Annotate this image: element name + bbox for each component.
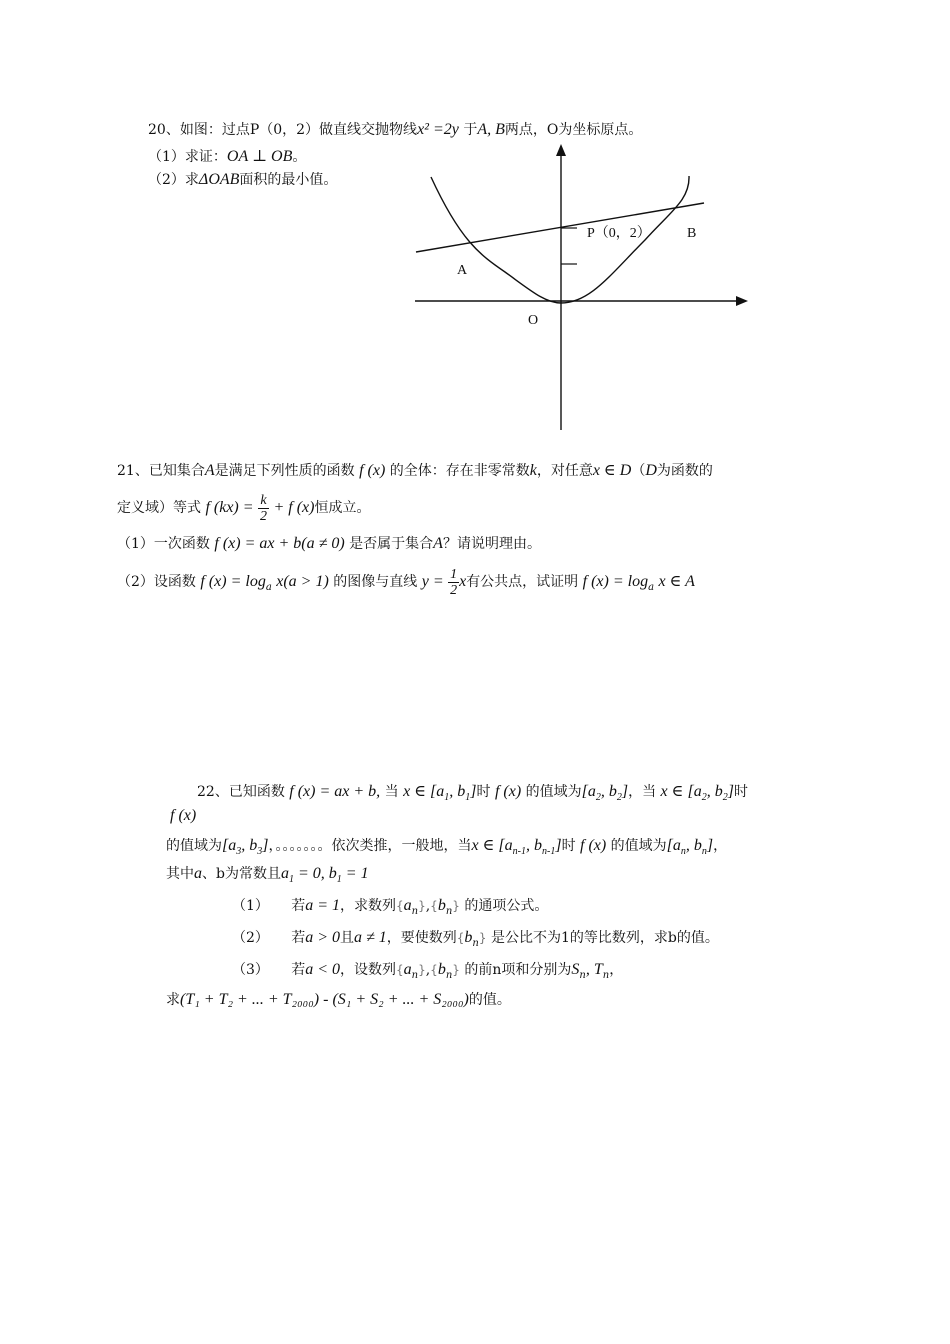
q22-part: x ∈ [a	[403, 783, 445, 800]
q22-part: = 1	[345, 865, 369, 882]
q22-part: ]	[727, 783, 734, 800]
q22-text: 时	[476, 784, 491, 800]
q22-text: 时	[561, 838, 576, 854]
q22-part: ]	[555, 837, 562, 854]
q22-text: ，要使数列	[386, 930, 457, 946]
q21-text: 的图像与直线	[333, 574, 418, 590]
q21-log-base: a	[648, 581, 655, 593]
q22-range-n	[666, 837, 714, 858]
q21-p2-frac-den: 2	[450, 582, 458, 598]
q21-text: （2）设函数	[117, 574, 196, 590]
q22-part: ]	[621, 783, 629, 800]
q21-text: 是否属于集合	[349, 536, 434, 552]
q22-part3-question	[166, 990, 511, 1010]
q21-p2-x: x	[459, 573, 467, 590]
q21-p2-expr4: x ∈ A	[658, 573, 695, 590]
q21-text: 恒成立。	[314, 500, 371, 516]
q22-text: ，。。。。。。。依次类推，一般地，当	[268, 838, 472, 854]
q22-part-number: （1）	[232, 898, 269, 914]
q22-sub: n	[579, 969, 586, 981]
q22-sub: 2	[722, 792, 728, 804]
q22-text: 若	[291, 930, 306, 946]
label-A: A	[457, 263, 468, 278]
q22-part: , b	[449, 783, 466, 800]
q22-part: , b	[525, 837, 542, 854]
q22-fx: f (x)	[580, 837, 607, 854]
q22-part: [a	[666, 837, 681, 854]
q22-text: 的值。	[468, 992, 511, 1008]
q21-p1-expr: f (x) = ax + b(a ≠ 0)	[214, 535, 345, 552]
q22-text: 的值域为	[525, 784, 582, 800]
q20-part1-expr: OA ⊥ OB	[226, 148, 293, 165]
q21-p2-y: y =	[421, 573, 444, 590]
q22-range-3	[222, 837, 269, 858]
left-brace-icon: {	[395, 899, 404, 913]
q20-prefix: 20、如图：过点P（0，2）做直线交抛物线	[148, 122, 418, 138]
q22-p2-cond1: a > 0	[305, 929, 340, 946]
q22-part: , b	[706, 783, 723, 800]
label-P: P（0，2）	[587, 226, 651, 241]
q21-text: ？请说明理由。	[442, 536, 541, 552]
q22-sub: n-1	[541, 846, 556, 858]
q21-var-A: A	[433, 535, 443, 552]
q22-text: 的前n项和分别为	[464, 962, 572, 978]
q22-part2	[232, 928, 719, 954]
q22-sub: 1	[336, 874, 342, 886]
q21-text: ，对任意	[536, 463, 593, 479]
q22-text: 的值域为	[166, 838, 222, 854]
q22-part: , b	[685, 837, 702, 854]
q21-var-k: k	[529, 462, 537, 479]
q22-p2-cond2: a ≠ 1	[353, 929, 387, 946]
q20-part2-end: 面积的最小值。	[239, 172, 338, 188]
q22-interval-n	[471, 837, 562, 858]
q21-text: 21、已知集合	[117, 463, 205, 479]
q22-part-number: （3）	[232, 962, 269, 978]
q22-text: 当	[384, 784, 399, 800]
q22-text: 时	[733, 784, 748, 800]
q22-text: 的通项公式。	[464, 898, 549, 914]
q21-part1	[117, 534, 541, 554]
q22-initial-values	[280, 865, 369, 886]
q22-line3	[166, 836, 727, 862]
q22-range-1	[581, 783, 629, 804]
q22-sub: 2	[701, 792, 707, 804]
q21-text: 为函数的	[656, 463, 713, 479]
label-O: O	[528, 313, 539, 328]
q22-text: 若	[291, 962, 306, 978]
left-brace-icon: {	[456, 931, 465, 945]
q21-var-A: A	[204, 462, 215, 479]
left-brace-icon: {	[395, 963, 404, 977]
q22-part: = 0, b	[297, 865, 337, 882]
q20-part1-label: （1）求证：	[148, 149, 227, 165]
q22-text: ，设数列	[339, 962, 396, 978]
q20-suffix: 两点，O为坐标原点。	[504, 122, 643, 138]
q21-p2-expr2: x(a > 1)	[276, 573, 329, 590]
q22-text: 求	[166, 992, 180, 1008]
left-brace-icon: {	[430, 963, 438, 977]
q21-line2	[117, 488, 370, 528]
q21-xD: x ∈ D	[592, 462, 632, 479]
q22-interval-2	[660, 783, 734, 804]
q22-part3: （3） 若a < 0，设数列$\{a_n\},\{b_n\}$ 的前n项和分别为$S_n$, $T_n$，	[232, 961, 624, 981]
q22-part: ]	[262, 837, 269, 854]
q22-fx: f (x)	[170, 807, 197, 824]
q22-p3-cond: a < 0	[305, 961, 340, 978]
q21-eq-lhs: f (kx) =	[205, 499, 254, 516]
q20-points: A, B	[477, 121, 505, 138]
q22-sub: n	[680, 846, 686, 858]
q22-var-a: a	[194, 865, 202, 882]
q22-line4	[166, 864, 369, 890]
q21-text: 定义域）等式	[117, 500, 201, 516]
q22-sum-T: , T	[585, 961, 603, 978]
q22-sub: n	[602, 969, 610, 981]
q22-part1: （1） 若a = 1，求数列$\{a_n\},\{b_n\}$ 的通项公式。	[232, 897, 549, 917]
q22-part: , b	[241, 837, 258, 854]
q21-part2	[117, 562, 695, 608]
q22-text: 的值域为	[610, 838, 667, 854]
q21-line1	[117, 461, 713, 481]
q22-sum-expression: (T₁ + T₂ + ... + T₂₀₀₀) - (S₁ + S₂ + ... + S₂₀₀₀)	[180, 991, 469, 1008]
q20-part1-end: 。	[292, 149, 307, 165]
q22-text: 是公比不为1的等比数列，求b的值。	[490, 930, 719, 946]
q21-fx: f (x)	[359, 462, 386, 479]
q21-var-D: D	[645, 462, 657, 479]
q22-part-number: （2）	[232, 930, 269, 946]
q21-text: 有公共点，试证明	[466, 574, 579, 590]
q22-seq-b: b	[464, 929, 473, 946]
q22-text: 若	[291, 898, 306, 914]
q22-line1	[197, 782, 748, 808]
label-B: B	[687, 226, 697, 241]
q22-seq-a: a	[403, 961, 412, 978]
right-brace-icon: }	[418, 899, 426, 913]
q22-sub: n-1	[512, 846, 526, 858]
q22-seq-b: b	[437, 961, 446, 978]
q21-text: 是满足下列性质的函数	[214, 463, 355, 479]
q22-part: [a	[222, 837, 237, 854]
q22-line2	[170, 806, 196, 826]
q22-interval-1	[403, 783, 477, 804]
q22-part: [a	[581, 783, 596, 800]
q22-part: ]	[470, 783, 477, 800]
q22-part: ]	[706, 837, 714, 854]
q22-sub: 2	[616, 792, 622, 804]
q22-sub: 2	[595, 792, 601, 804]
right-brace-icon: }	[452, 963, 460, 977]
right-brace-icon: }	[478, 931, 487, 945]
right-brace-icon: }	[418, 963, 426, 977]
q22-part: a	[280, 865, 289, 882]
q21-p2-expr: f (x) = log	[200, 573, 266, 590]
q22-f: f (x) = ax + b,	[289, 783, 381, 800]
q20-part2-expr: ΔOAB	[198, 171, 240, 188]
q22-text: 、b为常数且	[202, 866, 281, 882]
q22-seq-b: b	[437, 897, 446, 914]
right-brace-icon: }	[452, 899, 460, 913]
q21-log-base: a	[265, 581, 272, 593]
q22-text: 22、已知函数	[197, 784, 285, 800]
q21-p2-fraction	[448, 567, 459, 598]
q21-frac-den: 2	[260, 508, 268, 524]
q22-sub: 3	[257, 846, 263, 858]
q21-text: （1）一次函数	[117, 536, 210, 552]
q22-text: ，	[609, 962, 624, 978]
q20-figure	[0, 0, 950, 440]
q22-sub: 3	[236, 846, 242, 858]
q22-sub: n	[445, 905, 453, 917]
q21-frac-num: k	[258, 493, 269, 509]
y-axis-arrow	[556, 144, 566, 156]
q22-part: , b	[600, 783, 617, 800]
q21-fraction	[258, 493, 269, 524]
q22-p1-cond: a = 1	[305, 897, 340, 914]
q21-p2-expr3: f (x) = log	[582, 573, 649, 590]
q21-text: （	[631, 463, 646, 479]
q22-seq-a: a	[403, 897, 412, 914]
q22-sub: 1	[465, 792, 471, 804]
x-axis-arrow	[736, 296, 748, 306]
q22-sub: n	[472, 937, 479, 949]
q22-part: x ∈ [a	[471, 837, 513, 854]
q21-p2-frac-num: 1	[450, 566, 458, 582]
q20-part2-label: （2）求	[148, 172, 199, 188]
q22-sub: n	[701, 846, 707, 858]
q22-text: ，当	[628, 784, 657, 800]
q20-mid: 于	[463, 122, 478, 138]
q22-sub: n	[445, 969, 453, 981]
q20-equation: x² =2y	[417, 121, 459, 138]
q22-text: ，求数列	[339, 898, 396, 914]
q22-sub: 1	[288, 874, 294, 886]
q21-text: 的全体：存在非零常数	[389, 463, 530, 479]
q22-text: 且	[339, 930, 354, 946]
q22-sub: 1	[444, 792, 450, 804]
q21-eq-rhs: + f (x)	[273, 499, 315, 516]
q22-fx: f (x)	[494, 783, 522, 800]
q22-sub: n	[411, 969, 419, 981]
q22-text: ，	[713, 838, 728, 854]
q22-sub: n	[411, 905, 419, 917]
q22-sum-S: S	[571, 961, 580, 978]
left-brace-icon: {	[430, 899, 438, 913]
q22-text: 其中	[166, 866, 194, 882]
q22-part: x ∈ [a	[660, 783, 702, 800]
